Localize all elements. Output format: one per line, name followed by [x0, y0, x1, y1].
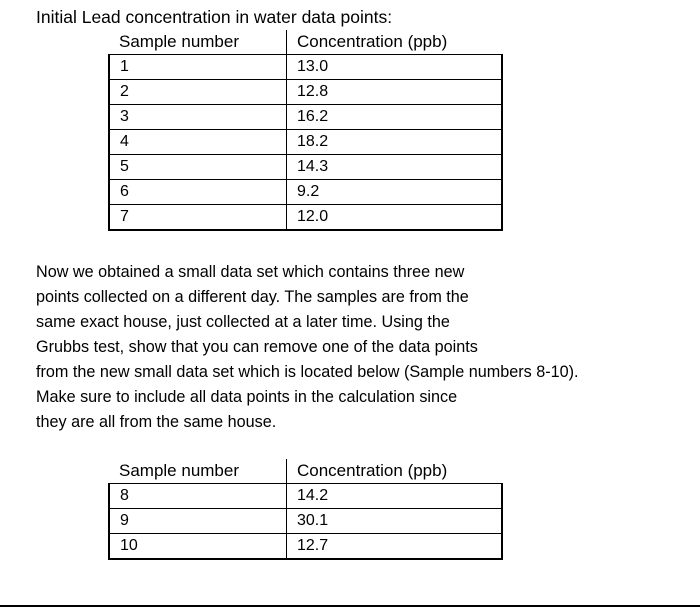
- instructions-paragraph: [36, 260, 686, 435]
- page-heading: Initial Lead concentration in water data points:: [36, 7, 393, 27]
- concentration-cell: 14.3: [287, 155, 503, 180]
- concentration-cell: 18.2: [287, 130, 503, 155]
- paragraph-line: Grubbs test, show that you can remove one of the data points: [36, 338, 478, 356]
- concentration-cell: 12.7: [287, 534, 503, 560]
- bottom-divider: [0, 605, 700, 607]
- sample-number-cell: 1: [109, 55, 287, 80]
- table-header-row: [109, 459, 502, 484]
- concentration-cell: 9.2: [287, 180, 503, 205]
- sample-number-cell: 2: [109, 80, 287, 105]
- table-row: [109, 534, 502, 560]
- concentration-cell: 12.8: [287, 80, 503, 105]
- paragraph-line: Make sure to include all data points in the calculation since: [36, 388, 458, 406]
- table-row: [109, 205, 502, 231]
- header-sample-number: Sample number: [109, 30, 287, 55]
- table-row: [109, 130, 502, 155]
- sample-number-cell: 5: [109, 155, 287, 180]
- table-row: [109, 55, 502, 80]
- new-data-table: [108, 459, 503, 560]
- sample-number-cell: 6: [109, 180, 287, 205]
- sample-number-cell: 3: [109, 105, 287, 130]
- sample-number-cell: 10: [109, 534, 287, 560]
- sample-number-cell: 4: [109, 130, 287, 155]
- header-concentration: Concentration (ppb): [287, 30, 503, 55]
- table-row: [109, 105, 502, 130]
- concentration-cell: 13.0: [287, 55, 503, 80]
- table-row: [109, 180, 502, 205]
- concentration-cell: 14.2: [287, 484, 503, 509]
- header-concentration: Concentration (ppb): [287, 459, 503, 484]
- sample-number-cell: 9: [109, 509, 287, 534]
- concentration-cell: 12.0: [287, 205, 503, 231]
- paragraph-line: points collected on a different day. The samples are from the: [36, 288, 469, 306]
- concentration-cell: 30.1: [287, 509, 503, 534]
- paragraph-line: they are all from the same house.: [36, 413, 277, 431]
- table-row: [109, 80, 502, 105]
- paragraph-line: Now we obtained a small data set which contains three new: [36, 263, 465, 281]
- table-row: [109, 509, 502, 534]
- table-row: [109, 484, 502, 509]
- paragraph-line: same exact house, just collected at a later time. Using the: [36, 313, 450, 331]
- initial-lead-table: [108, 30, 503, 231]
- sample-number-cell: 8: [109, 484, 287, 509]
- paragraph-line: from the new small data set which is located below (Sample numbers 8-10).: [36, 363, 579, 381]
- table-row: [109, 155, 502, 180]
- table-header-row: [109, 30, 502, 55]
- sample-number-cell: 7: [109, 205, 287, 231]
- header-sample-number: Sample number: [109, 459, 287, 484]
- concentration-cell: 16.2: [287, 105, 503, 130]
